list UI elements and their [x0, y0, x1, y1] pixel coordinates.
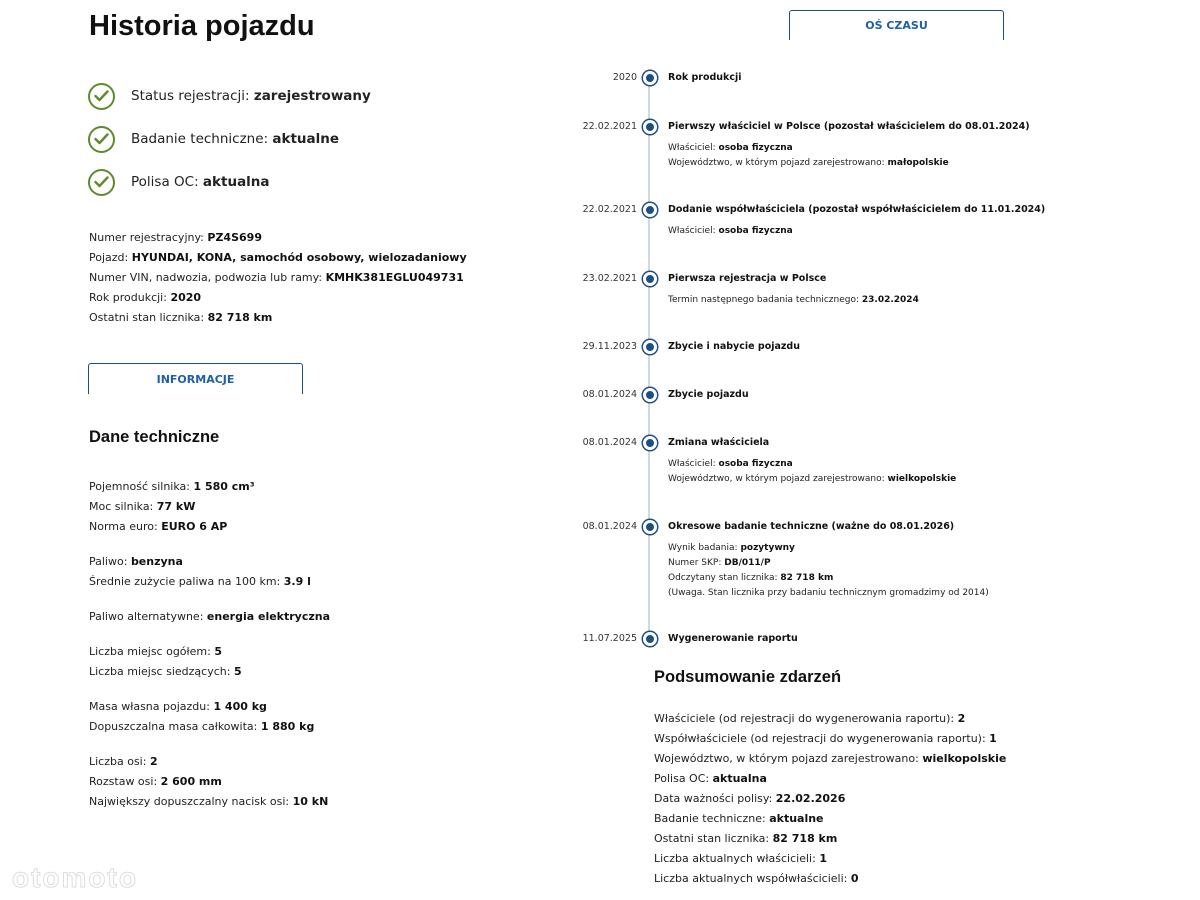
tech-section-title: Dane techniczne — [89, 428, 220, 446]
tech-row: Liczba miejsc siedzących: 5 — [89, 665, 242, 678]
summary-row: Właściciele (od rejestracji do wygenerowania raportu): 2 — [654, 712, 966, 725]
tech-row: Największy dopuszczalny nacisk osi: 10 kN — [89, 795, 329, 808]
tech-row: Paliwo: benzyna — [89, 555, 183, 568]
timeline-line — [648, 78, 650, 638]
event-date: 11.07.2025 — [582, 633, 637, 644]
timeline-dot-icon — [643, 520, 657, 534]
status-insurance — [88, 166, 371, 198]
summary-row: Liczba aktualnych współwłaścicieli: 0 — [654, 872, 859, 885]
check-circle-icon — [88, 83, 115, 110]
vehicle-production-year: Rok produkcji: 2020 — [89, 291, 202, 304]
event-title: Okresowe badanie techniczne (ważne do 08.01.2026) — [668, 521, 955, 532]
event-date: 08.01.2024 — [582, 389, 637, 400]
event-date: 29.11.2023 — [582, 341, 637, 352]
page-title: Historia pojazdu — [89, 10, 315, 42]
tech-row: Masa własna pojazdu: 1 400 kg — [89, 700, 267, 713]
event-title: Rok produkcji — [668, 72, 742, 83]
event-date: 2020 — [612, 72, 637, 83]
vehicle-vin: Numer VIN, nadwozia, podwozia lub ramy: KMHK381EGLU049731 — [89, 271, 464, 284]
event-date: 22.02.2021 — [582, 121, 637, 132]
vehicle-odometer: Ostatni stan licznika: 82 718 km — [89, 311, 273, 324]
tech-group-seats — [89, 642, 330, 682]
tech-group-engine — [89, 477, 330, 537]
tech-row: Liczba osi: 2 — [89, 755, 158, 768]
status-list — [88, 80, 371, 209]
status-value: zarejestrowany — [253, 88, 371, 104]
tech-row: Pojemność silnika: 1 580 cm³ — [89, 480, 255, 493]
status-label: Badanie techniczne: — [131, 131, 269, 147]
tech-group-alt-fuel — [89, 607, 330, 627]
event-title: Dodanie współwłaściciela (pozostał współwłaścicielem do 11.01.2024) — [668, 204, 1046, 215]
check-circle-icon — [88, 169, 115, 196]
event-details: Właściciel: osoba fizyczna Województwo, w którym pojazd zarejestrowano: małopolskie — [668, 143, 949, 168]
event-date: 22.02.2021 — [582, 204, 637, 215]
summary-row: Ostatni stan licznika: 82 718 km — [654, 832, 838, 845]
event-title: Zbycie pojazdu — [668, 389, 749, 400]
timeline-dot-icon — [643, 632, 657, 646]
event-details: Właściciel: osoba fizyczna — [668, 226, 793, 236]
status-value: aktualne — [272, 131, 340, 147]
tech-row: Średnie zużycie paliwa na 100 km: 3.9 l — [89, 575, 311, 588]
watermark-logo: otomoto — [12, 862, 138, 893]
summary-row: Polisa OC: aktualna — [654, 772, 767, 785]
summary-row: Liczba aktualnych właścicieli: 1 — [654, 852, 827, 865]
tech-group-mass — [89, 697, 330, 737]
timeline-dot-icon — [643, 120, 657, 134]
tech-row: Moc silnika: 77 kW — [89, 500, 196, 513]
tab-os-czasu[interactable]: OŚ CZASU — [789, 10, 1004, 40]
event-title: Zbycie i nabycie pojazdu — [668, 341, 800, 352]
status-inspection — [88, 123, 371, 155]
vehicle-registration-number: Numer rejestracyjny: PZ4S699 — [89, 231, 262, 244]
event-details: Właściciel: osoba fizyczna Województwo, w którym pojazd zarejestrowano: wielkopolskie — [668, 459, 957, 484]
check-circle-icon — [88, 126, 115, 153]
vehicle-info — [89, 228, 467, 328]
status-value: aktualna — [202, 174, 270, 190]
tech-row: Dopuszczalna masa całkowita: 1 880 kg — [89, 720, 315, 733]
summary-row: Badanie techniczne: aktualne — [654, 812, 824, 825]
summary-title: Podsumowanie zdarzeń — [654, 668, 842, 686]
summary-row: Województwo, w którym pojazd zarejestrowano: wielkopolskie — [654, 752, 1007, 765]
status-label: Polisa OC: — [131, 174, 199, 190]
summary-row: Współwłaściciele (od rejestracji do wygenerowania raportu): 1 — [654, 732, 997, 745]
event-title: Pierwszy właściciel w Polsce (pozostał właścicielem do 08.01.2024) — [668, 121, 1030, 132]
event-title: Zmiana właściciela — [668, 437, 770, 448]
summary-row: Data ważności polisy: 22.02.2026 — [654, 792, 846, 805]
tech-row: Liczba miejsc ogółem: 5 — [89, 645, 223, 658]
event-date: 08.01.2024 — [582, 521, 637, 532]
tech-row: Norma euro: EURO 6 AP — [89, 520, 228, 533]
timeline-dot-icon — [643, 203, 657, 217]
event-date: 23.02.2021 — [582, 273, 637, 284]
event-title: Pierwsza rejestracja w Polsce — [668, 273, 827, 284]
tech-row: Rozstaw osi: 2 600 mm — [89, 775, 222, 788]
vehicle-model: Pojazd: HYUNDAI, KONA, samochód osobowy, wielozadaniowy — [89, 251, 467, 264]
tech-group-fuel — [89, 552, 330, 592]
status-label: Status rejestracji: — [131, 88, 250, 104]
timeline-dot-icon — [643, 71, 657, 85]
event-date: 08.01.2024 — [582, 437, 637, 448]
status-registration — [88, 80, 371, 112]
summary-list — [654, 709, 1006, 889]
tab-informacje[interactable]: INFORMACJE — [88, 363, 303, 394]
timeline-dot-icon — [643, 272, 657, 286]
event-details: Wynik badania: pozytywny Numer SKP: DB/011/P Odczytany stan licznika: 82 718 km (Uwaga. Stan licznika przy badaniu technicznym gromadzimy od 2014) — [668, 543, 989, 598]
event-details: Termin następnego badania technicznego: 23.02.2024 — [668, 295, 919, 305]
timeline-dot-icon — [643, 388, 657, 402]
tech-row: Paliwo alternatywne: energia elektryczna — [89, 610, 331, 623]
tech-group-axles — [89, 752, 330, 812]
tech-data-list — [89, 477, 330, 827]
timeline-dot-icon — [643, 436, 657, 450]
event-title: Wygenerowanie raportu — [668, 633, 798, 644]
timeline-dot-icon — [643, 340, 657, 354]
